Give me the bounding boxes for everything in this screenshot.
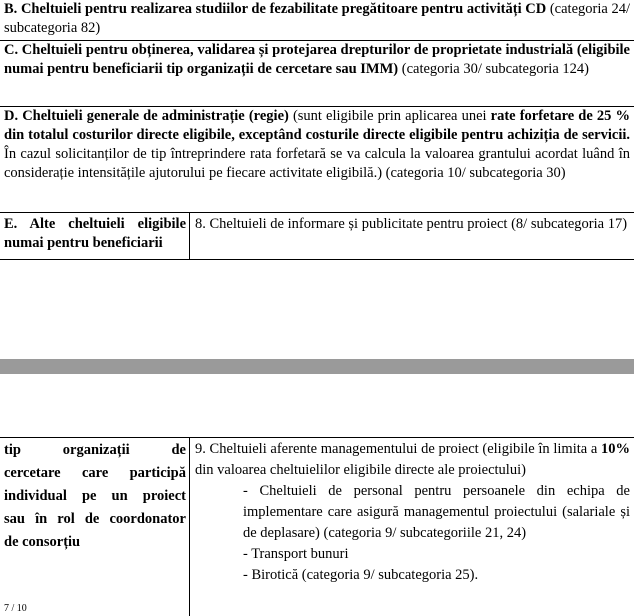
left-line: cercetare care participă — [4, 465, 186, 481]
left-line: de consorțiu — [4, 534, 81, 550]
continuation-left-cell — [0, 438, 190, 616]
row-e-item-8: 8. Cheltuieli de informare și publicitate pentru proiect (8/ subcategoria 17) — [195, 216, 628, 232]
row-d-title: D. Cheltuieli generale de administrație (regie) — [4, 108, 289, 124]
row-e-left-cell — [0, 213, 190, 259]
continuation-right-cell — [190, 438, 634, 616]
row-e-title: E. Alte cheltuieli eligibile numai pentru beneficiarii — [4, 216, 186, 251]
row-c-title: C. Cheltuieli pentru obținerea, validarea și protejarea drepturilor de proprietate industrială (eligibile numai pentru beneficiarii tip organizații de cercetare sau IMM) — [4, 42, 630, 77]
left-line: tip organizații de — [4, 442, 186, 458]
row-category-c — [0, 41, 634, 107]
row-category-d — [0, 107, 634, 213]
sub-item-personnel: - Cheltuieli de personal pentru persoanele din echipa de implementare care asigură managementul proiectului (salariale și de deplasare) (categoria 9/ subcategoriile 21, 24) — [243, 483, 630, 541]
row-d-note-1: (sunt eligibile prin aplicarea unei — [288, 108, 491, 124]
row-d-text — [0, 107, 634, 183]
continuation-table — [0, 437, 634, 615]
row-c-category: (categoria 30/ subcategoria 124) — [398, 61, 589, 77]
row-b-text — [0, 0, 634, 38]
left-line: sau în rol de coordonator — [4, 511, 186, 527]
row-e-right-cell — [190, 213, 634, 259]
item-9-intro — [195, 439, 630, 481]
row-category-e — [0, 213, 634, 260]
page-break-separator — [0, 359, 634, 374]
row-b-title: B. Cheltuieli pentru realizarea studiilor de fezabilitate pregătitoare pentru activități CD — [4, 1, 547, 17]
row-d-note-2: În cazul solicitanților de tip întreprindere rata forfetară se va calcula la valoarea grantului acordat luând în considerație intensitățile ajutorului pe fiecare activitate eligibilă.) (categoria 10/ subcategoria 30) — [4, 146, 630, 181]
row-c-text — [0, 41, 634, 79]
row-d-rate: rate forfetare de 25 % din totalul costurilor directe eligibile, exceptând costurile directe eligibile pentru achiziția de servicii. — [4, 108, 631, 143]
sub-item-office: - Birotică (categoria 9/ subcategoria 25). — [243, 567, 479, 583]
sub-item-transport: - Transport bunuri — [243, 546, 349, 562]
left-line: individual pe un proiect — [4, 488, 186, 504]
item-9-text-b: din valoarea cheltuielilor eligibile directe ale proiectului) — [195, 462, 526, 478]
row-category-b — [0, 0, 634, 41]
row-b-category: (categoria 24/ subcategoria 82) — [4, 1, 630, 36]
item-9-text-a: 9. Cheltuieli aferente managementului de proiect (eligibile în limita a — [195, 441, 601, 457]
page-number: 7 / 10 — [4, 603, 27, 614]
page-bottom — [0, 374, 634, 615]
item-9-percent: 10% — [601, 441, 630, 457]
